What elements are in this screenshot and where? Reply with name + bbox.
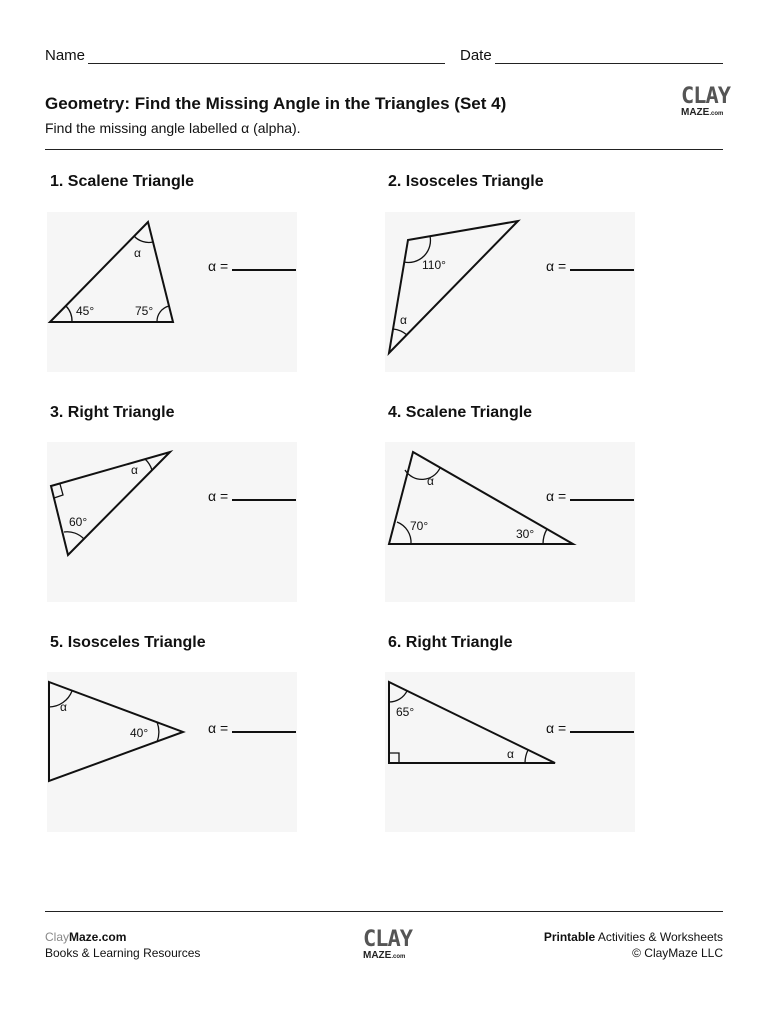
triangle-5-label-40: 40° [130,726,149,740]
triangle-6-label-alpha: α [507,747,514,761]
triangle-5-arc-40 [157,722,159,742]
answer-1-label: α = [208,258,229,274]
logo-text-bottom: MAZE [681,107,710,118]
triangle-6-label-65: 65° [396,705,415,719]
date-label: Date [460,47,492,64]
triangle-1-arc-75 [157,306,169,322]
triangle-1-arc-45 [66,306,72,322]
triangle-2 [389,221,518,353]
name-label: Name [45,47,86,64]
answer-5[interactable] [208,720,296,736]
footer-printable-bold: Printable [543,930,596,944]
triangle-4-label-30: 30° [516,527,535,541]
answer-6-label: α = [546,720,567,736]
answer-3-label: α = [208,488,229,504]
triangle-2-arc-alpha [393,329,407,335]
triangle-3-label-alpha: α [131,463,138,477]
footer-copyright: © ClayMaze LLC [632,946,723,960]
answer-1[interactable] [208,258,296,274]
triangle-3-arc-alpha [145,459,152,470]
triangle-1-label-75: 75° [135,304,154,318]
triangle-4-arc-70 [397,522,411,544]
triangle-6-arc-alpha [525,750,528,763]
problem-2-title: 2. Isosceles Triangle [388,173,544,190]
triangle-1-label-45: 45° [76,304,95,318]
problem-3-title: 3. Right Triangle [50,404,175,421]
answer-6-line[interactable] [570,721,634,733]
answer-4[interactable] [546,488,634,504]
problem-1-title: 1. Scalene Triangle [50,173,195,190]
footer-right [544,929,723,961]
footer-logo [363,927,412,961]
footer-brand [45,929,200,945]
triangle-1-arc-alpha [134,236,153,242]
answer-3[interactable] [208,488,296,504]
problem-4-title: 4. Scalene Triangle [388,404,533,421]
triangle-3-arc-60 [64,532,84,539]
triangle-2-label-alpha: α [400,313,407,327]
answer-2-label: α = [546,258,567,274]
answer-2[interactable] [546,258,634,274]
footer-brand-maze: Maze.com [69,930,127,944]
answer-4-line[interactable] [570,489,634,501]
page-subtitle: Find the missing angle labelled α (alpha). [45,120,301,136]
answer-1-line[interactable] [232,259,296,271]
triangle-1 [50,222,173,322]
footer-tagline: Books & Learning Resources [45,946,201,960]
answer-3-line[interactable] [232,489,296,501]
logo-text-top: CLAY [681,84,730,109]
triangle-2-label-110: 110° [422,258,446,272]
triangle-6-arc-65 [389,691,407,702]
footer-logo-text-suffix: .com [391,954,406,960]
page-title: Geometry: Find the Missing Angle in the Triangles (Set 4) [45,94,507,113]
footer-logo-text-top: CLAY [363,927,412,952]
triangle-3-label-60: 60° [69,515,88,529]
triangle-6 [389,682,555,763]
problem-6-title: 6. Right Triangle [388,634,513,651]
triangle-1-label-alpha: α [134,246,141,260]
triangle-6-right-angle [389,753,399,763]
answer-5-line[interactable] [232,721,296,733]
problem-5-title: 5. Isosceles Triangle [50,634,206,651]
triangle-5-label-alpha: α [60,700,67,714]
answer-6[interactable] [546,720,634,736]
footer-divider [45,911,723,912]
triangle-3 [51,452,170,555]
logo-text-suffix: .com [709,111,724,117]
answer-4-label: α = [546,488,567,504]
answer-2-line[interactable] [570,259,634,271]
triangle-4-label-alpha: α [427,474,434,488]
footer-printable [544,929,723,945]
triangle-4-arc-alpha [405,468,440,479]
triangle-4-arc-30 [543,529,547,544]
answer-5-label: α = [208,720,229,736]
footer-left [45,929,200,961]
footer-printable-rest: Activities & Worksheets [595,930,723,944]
footer-brand-clay: Clay [45,930,70,944]
triangle-3-right-angle [54,484,63,498]
triangle-4-label-70: 70° [410,519,429,533]
footer-logo-text-bottom: MAZE [363,950,392,961]
